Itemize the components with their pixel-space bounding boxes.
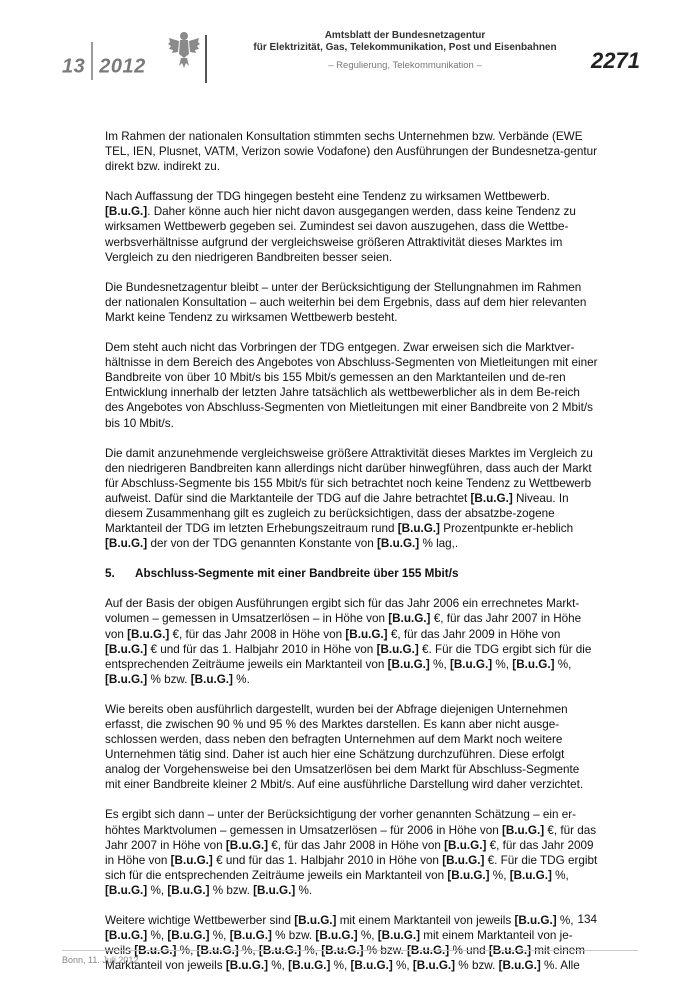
issue-number: 13 — [62, 55, 86, 78]
paragraph: Im Rahmen der nationalen Konsultation stimmten sechs Unternehmen bzw. Verbände (EWE TEL, IEN, Plusnet, VATM, Verizon sowie Vodafone) den Ausführungen der Bundesnetza-gentur direkt bzw. indirekt zu. — [105, 130, 598, 174]
gazette-title — [230, 30, 580, 54]
paragraph: Weitere wichtige Wettbewerber sind [B.u.G.] mit einem Marktanteil von jeweils [B.u.G.] %, [B.u.G.] %, [B.u.G.] %, [B.u.G.] % bzw. [B.u.G.] %, [B.u.G.] mit einem Marktanteil von je- Marktanteil von jeweils [B.u.G.] %, [B.u.G.] %, [B.u.G.] %, [B.u.G.] % bzw. [B.u.G.] %. Alle — [105, 914, 580, 973]
paragraph: Wie bereits oben ausführlich dargestellt, wurden bei der Abfrage diejenigen Unternehmen erfasst, die zwischen 90 % und 95 % des Marktes darstellen. Es kann aber nicht ausge-schlossen werden, dass neben den befragten Unternehmen auf dem Markt noch weitere Unternehmen tätig sind. Daher ist auch hier eine Schätzung durchzuführen. Diese erfolgt analog der Vorgehensweise bei den Umsatzerlösen bei dem Markt für Abschluss-Segmente mit einer Bandbreite kleiner 2 Mbit/s. Auf eine ausführliche Darstellung wird daher verzichtet. — [105, 702, 584, 792]
header-divider — [205, 35, 207, 83]
paragraph: Nach Auffassung der TDG hingegen besteht eine Tendenz zu wirksamen Wettbewerb. [B.u.G.]. Daher könne auch hier nicht davon ausgegangen werden, dass keine Tendenz zu wirksamen Wettbewerb gegeben sei. Zumindest sei davon auszugehen, dass die Wettbe-werbsverhältnisse aufgrund der vergleichsweise größeren Attraktivität dieses Marktes im Vergleich zu den niedrigeren Bandbreiten besser seien. — [105, 190, 576, 264]
gazette-title-line1: Amtsblatt der Bundesnetzagentur — [324, 30, 486, 41]
paragraph: Dem steht auch nicht das Vorbringen der TDG entgegen. Zwar erweisen sich die Marktver-hältnisse in dem Bereich des Angebotes von Abschluss-Segmenten von Mietleitungen mit einer Bandbreite von über 10 Mbit/s bis 155 Mbit/s gemessen an den Marktanteilen und de-ren Entwicklung innerhalb der letzten Jahre tatsächlich als wettbewerblicher als in dem Be-reich des Angebotes von Abschluss-Segmenten von Mietleitungen mit einer Bandbreite von 2 Mbit/s bis 10 Mbit/s. — [105, 341, 598, 430]
paragraph: Die Bundesnetzagentur bleibt – unter der Berücksichtigung der Stellungnahmen im Rahmen der nationalen Konsultation – auch weiterhin bei dem Ergebnis, dass auf dem hier relevanten Markt keine Tendenz zu wirksamen Wettbewerb besteht. — [105, 280, 587, 324]
paragraph: Auf der Basis der obigen Ausführungen ergibt sich für das Jahr 2006 ein errechnetes Markt-volumen – gemessen in Umsatzerlösen – in Höhe von [B.u.G.] €, für das Jahr 2007 in Höhe von [B.u.G.] €, für das Jahr 2008 in Höhe von [B.u.G.] €, für das Jahr 2009 in Höhe von [B.u.G.] € und für das 1. Halbjahr 2010 in Höhe von [B.u.G.] €. Für die TDG ergibt sich für die entsprechenden Zeiträume jeweils ein Marktanteil von [B.u.G.] %, [B.u.G.] %, [B.u.G.] %, [B.u.G.] % bzw. [B.u.G.] %. — [105, 597, 592, 686]
gazette-title-line2: für Elektrizität, Gas, Telekommunikation, Post und Eisenbahnen — [253, 42, 557, 53]
issue-year: 2012 — [99, 55, 146, 78]
issue-label — [62, 48, 146, 86]
footer-text: Bonn, 11. Juli 2012 — [62, 955, 139, 965]
section-heading — [105, 566, 598, 581]
page-bottom-number: 134 — [577, 913, 597, 926]
section-title: Abschluss-Segmente mit einer Bandbreite über 155 Mbit/s — [135, 567, 459, 581]
document-body — [105, 129, 598, 988]
paragraph: Die damit anzunehmende vergleichsweise größere Attraktivität dieses Marktes im Vergleich zu den niedrigeren Bandbreiten kann allerdings nicht darüber hinwegführen, dass auch der Markt für Abschluss-Segmente bis 155 Mbit/s für sich betrachtet noch keine Tendenz zu Wettbewerb aufweist. Dafür sind die Marktanteile der TDG auf die Jahre betrachtet [B.u.G.] Niveau. In diesem Zusammenhang gilt es zugleich zu berücksichtigen, dass der absatzbe-zogene Marktanteil der TDG im letzten Erhebungszeitraum rund [B.u.G.] Prozentpunkte er-heblich [B.u.G.] der von der TDG genannten Konstante von [B.u.G.] % lag,. — [105, 446, 593, 551]
federal-eagle-icon — [167, 28, 201, 70]
section-number: 5. — [105, 567, 115, 581]
page-number: 2271 — [591, 48, 640, 73]
paragraph: Es ergibt sich dann – unter der Berücksichtigung der vorher genannten Schätzung – ein er-höhtes Marktvolumen – gemessen in Umsatzerlösen – für 2006 in Höhe von [B.u.G.] €, für das Jahr 2007 in Höhe von [B.u.G.] €, für das Jahr 2008 in Höhe von [B.u.G.] €, für das Jahr 2009 in Höhe von [B.u.G.] € und für das 1. Halbjahr 2010 in Höhe von [B.u.G.] €. Für die TDG ergibt sich für die entsprechenden Zeiträume jeweils ein Marktanteil von [B.u.G.] %, [B.u.G.] %, [B.u.G.] %, [B.u.G.] % bzw. [B.u.G.] %. — [105, 808, 598, 897]
gazette-subtitle: – Regulierung, Telekommunikation – — [328, 60, 482, 71]
footer-rule — [62, 950, 638, 951]
issue-divider — [91, 42, 93, 80]
